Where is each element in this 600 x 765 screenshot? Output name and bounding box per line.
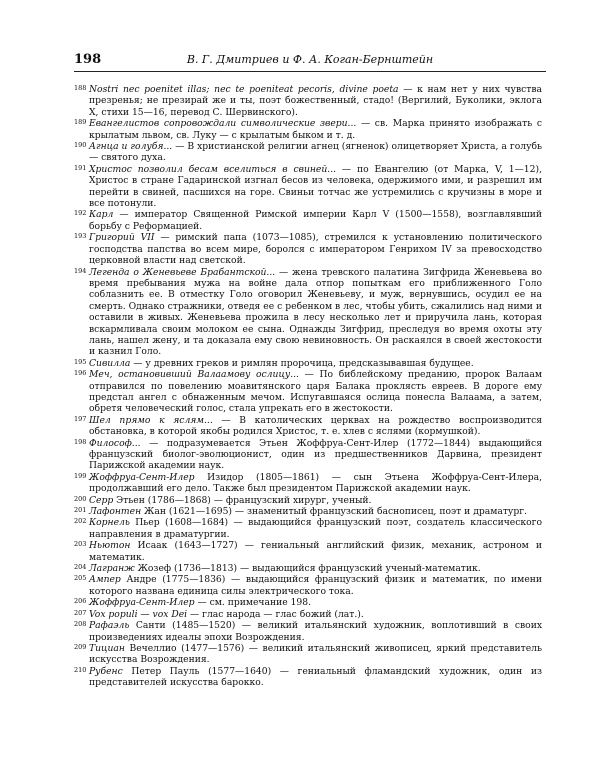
footnote-term: Легенда о Женевьеве Брабантской... — [89, 266, 276, 278]
footnote — [74, 540, 542, 563]
footnote — [74, 118, 542, 141]
running-title: В. Г. Дмитриев и Ф. А. Коган-Бернштейн — [186, 53, 434, 66]
footnote-text: — по Евангелию (от Марка, V, 1—12), Христос в стране Гадаринской изгнал бесов из человека, одержимого ими, и разрешил им перейти в свиней, пасшихся на горе. Свиньи тотчас же устремились с кручизны в море и все потонули. — [89, 163, 542, 210]
footnote-text: — см. примечание 198. — [194, 597, 312, 609]
footnote-number: 189 — [74, 118, 87, 127]
footnote — [74, 209, 542, 232]
footnote — [74, 563, 542, 574]
footnote-text: — глас народа — глас божий (лат.). — [187, 608, 364, 620]
footnote — [74, 369, 542, 415]
footnote — [74, 643, 542, 666]
footnote-term: Христос позволил бесам вселиться в свиней... — [89, 163, 337, 175]
footnote-text: Жозеф (1736—1813) — выдающийся французский ученый-математик. — [134, 563, 481, 575]
footnote — [74, 164, 542, 210]
footnote-term: Меч, остановивший Валаамову ослицу... — [89, 369, 299, 381]
footnote-number: 204 — [74, 563, 87, 572]
footnote-text: — жена тревского палатина Зигфрида Женевьева во время пребывания мужа на войне дала отпор попыткам его приближенного Голо соблазнить ее. В отместку Голо оговорил Женевьеву, и муж, вернувшись, осудил ее на смерть. Однако стражники, отведя ее с ребенком в лес, чтобы убить, сжалились над ними и оставили в живых. Женевьева прожила в лесу несколько лет и приручила лань, которая вскармливала своим молоком ее сына. Однажды Зигфрид, преследуя во время охоты эту лань, нашел жену, и та доказала ему свою невиновность. Он раскаялся в своей жестокости и казнил Голо. — [89, 266, 542, 358]
footnote-text: — св. Марка принято изображать с крылатым львом, св. Луку — с крылатым быком и т. д. — [89, 118, 542, 141]
footnote-term: Nostri nec poenitet illas; nec te poeniteat pecoris, divine poeta — [89, 84, 399, 95]
footnote-text: Вечеллио (1477—1576) — великий итальянский живописец, яркий представитель искусства Возрождения. — [89, 642, 542, 666]
footnote — [74, 597, 542, 608]
footnote — [74, 472, 542, 495]
footnote — [74, 495, 542, 506]
footnote-text: — В католических церквах на рождество воспроизводится обстановка, в которой якобы родился Христос, т. е. хлев с яслями (кормушкой). — [89, 414, 543, 438]
footnote-text: — римский папа (1073—1085), стремился к установлению политического господства папства во всем мире, боролся с императором Генрихом IV за превосходство церковной власти над светской. — [89, 232, 542, 267]
footnote — [74, 620, 542, 643]
footnote-term: Сивилла — [89, 357, 131, 369]
footnote-number: 205 — [74, 574, 87, 583]
footnote — [74, 84, 542, 118]
footnote-number: 193 — [74, 232, 87, 241]
footnote-number: 195 — [74, 357, 87, 366]
footnote-number: 210 — [74, 665, 87, 674]
footnote-term: Философ... — [89, 437, 141, 449]
footnote-term: Григорий VII — [89, 232, 155, 244]
footnote-term: Жоффруа-Сент-Илер — [89, 471, 195, 483]
footnote — [74, 517, 542, 540]
footnote-number: 190 — [74, 141, 87, 150]
footnote — [74, 141, 542, 164]
footnote-term: Евангелистов сопровождали символические звери... — [89, 118, 357, 130]
footnote-term: Серр — [89, 494, 114, 506]
footnote-number: 203 — [74, 540, 87, 549]
footnote-text: Петер Пауль (1577—1640) — гениальный фламандский художник, один из представителей искусства барокко. — [89, 665, 542, 689]
footnote-term: Рафаэль — [89, 620, 130, 632]
footnote-term: Тициан — [89, 642, 125, 654]
footnote-term: Рубенс — [89, 665, 123, 677]
footnote-number: 197 — [74, 414, 87, 423]
footnote-text: Изидор (1805—1861) — сын Этьена Жоффруа-Сент-Илера, продолжавший его дело. Также был президентом Парижской академии наук. — [89, 471, 542, 495]
footnote-term: Vox populi — vox Dei — [89, 608, 188, 620]
notes-list — [74, 84, 542, 689]
footnote — [74, 438, 542, 472]
footnote-term: Шел прямо к яслям... — [89, 414, 213, 426]
footnote-term: Карл — [89, 209, 114, 221]
footnote-number: 196 — [74, 369, 87, 378]
footnote-number: 207 — [74, 608, 87, 617]
footnote-text: — По библейскому преданию, пророк Валаам отправился по повелению моавитянского царя Балака проклясть евреев. В дороге ему предстал ангел с обнаженным мечом. Испугавшаяся ослица понесла Валаама, а затем, обретя человеческий голос, стала упрекать его в жестокости. — [89, 369, 542, 415]
footnote-number: 198 — [74, 437, 87, 446]
footnote-text: — к нам нет у них чувства презренья; не презирай же и ты, поэт божественный, стадо! (Вергилий, Буколики, эклога X, стихи 15—16, перевод С. Шервинского). — [89, 84, 542, 118]
footnote-term: Ампер — [89, 574, 121, 586]
footnote-text: Жан (1621—1695) — знаменитый французский баснописец, поэт и драматург. — [141, 506, 527, 518]
footnote-number: 209 — [74, 642, 87, 651]
footnote-number: 200 — [74, 494, 87, 503]
footnote-text: — подразумевается Этьен Жоффруа-Сент-Илер (1772—1844) выдающийся французский биолог-эволюционист, один из предшественников Дарвина, президент Парижской академии наук. — [89, 437, 542, 472]
footnote-text: Исаак (1643—1727) — гениальный английский физик, механик, астроном и математик. — [89, 540, 542, 563]
footnote-number: 208 — [74, 620, 87, 629]
footnote-text: — В христианской религии агнец (ягненок) олицетворяет Христа, а голубь — святого духа. — [89, 141, 543, 164]
footnote — [74, 358, 542, 369]
page-header — [74, 51, 546, 72]
footnote-text: Пьер (1608—1684) — выдающийся французский поэт, создатель классического направления в драматургии. — [89, 517, 542, 540]
footnote-term: Жоффруа-Сент-Илер — [89, 597, 195, 609]
footnote-text: — у древних греков и римлян пророчица, предсказывавшая будущее. — [130, 357, 474, 369]
footnote-text: Андре (1775—1836) — выдающийся французский физик и математик, по имени которого названа единица силы электрического тока. — [89, 574, 542, 597]
footnote-number: 199 — [74, 471, 87, 480]
footnote-number: 201 — [74, 506, 87, 515]
footnote-text: — император Священной Римской империи Карл V (1500—1558), возглавлявший борьбу с Реформацией. — [89, 209, 542, 232]
footnote-text: Этьен (1786—1868) — французский хирург, ученый. — [113, 494, 372, 506]
footnote-term: Лафонтен — [89, 506, 142, 518]
footnote-number: 188 — [74, 84, 87, 92]
footnote-number: 192 — [74, 209, 87, 218]
footnote-term: Агнца и голубя... — [89, 141, 173, 153]
footnote — [74, 666, 542, 689]
footnote-term: Лагранж — [89, 563, 135, 575]
footnote-number: 194 — [74, 266, 87, 275]
footnote — [74, 267, 542, 358]
footnote — [74, 574, 542, 597]
footnote — [74, 415, 542, 438]
footnote-number: 202 — [74, 517, 87, 526]
footnote-term: Ньютон — [89, 540, 131, 552]
page-number: 198 — [74, 52, 102, 67]
footnote — [74, 232, 542, 266]
footnote-term: Корнель — [89, 517, 130, 529]
footnote-number: 206 — [74, 597, 87, 606]
footnote-number: 191 — [74, 163, 87, 172]
footnote — [74, 609, 542, 620]
footnote-text: Санти (1485—1520) — великий итальянский художник, воплотивший в своих произведениях идеалы эпохи Возрождения. — [89, 620, 542, 643]
footnote — [74, 506, 542, 517]
